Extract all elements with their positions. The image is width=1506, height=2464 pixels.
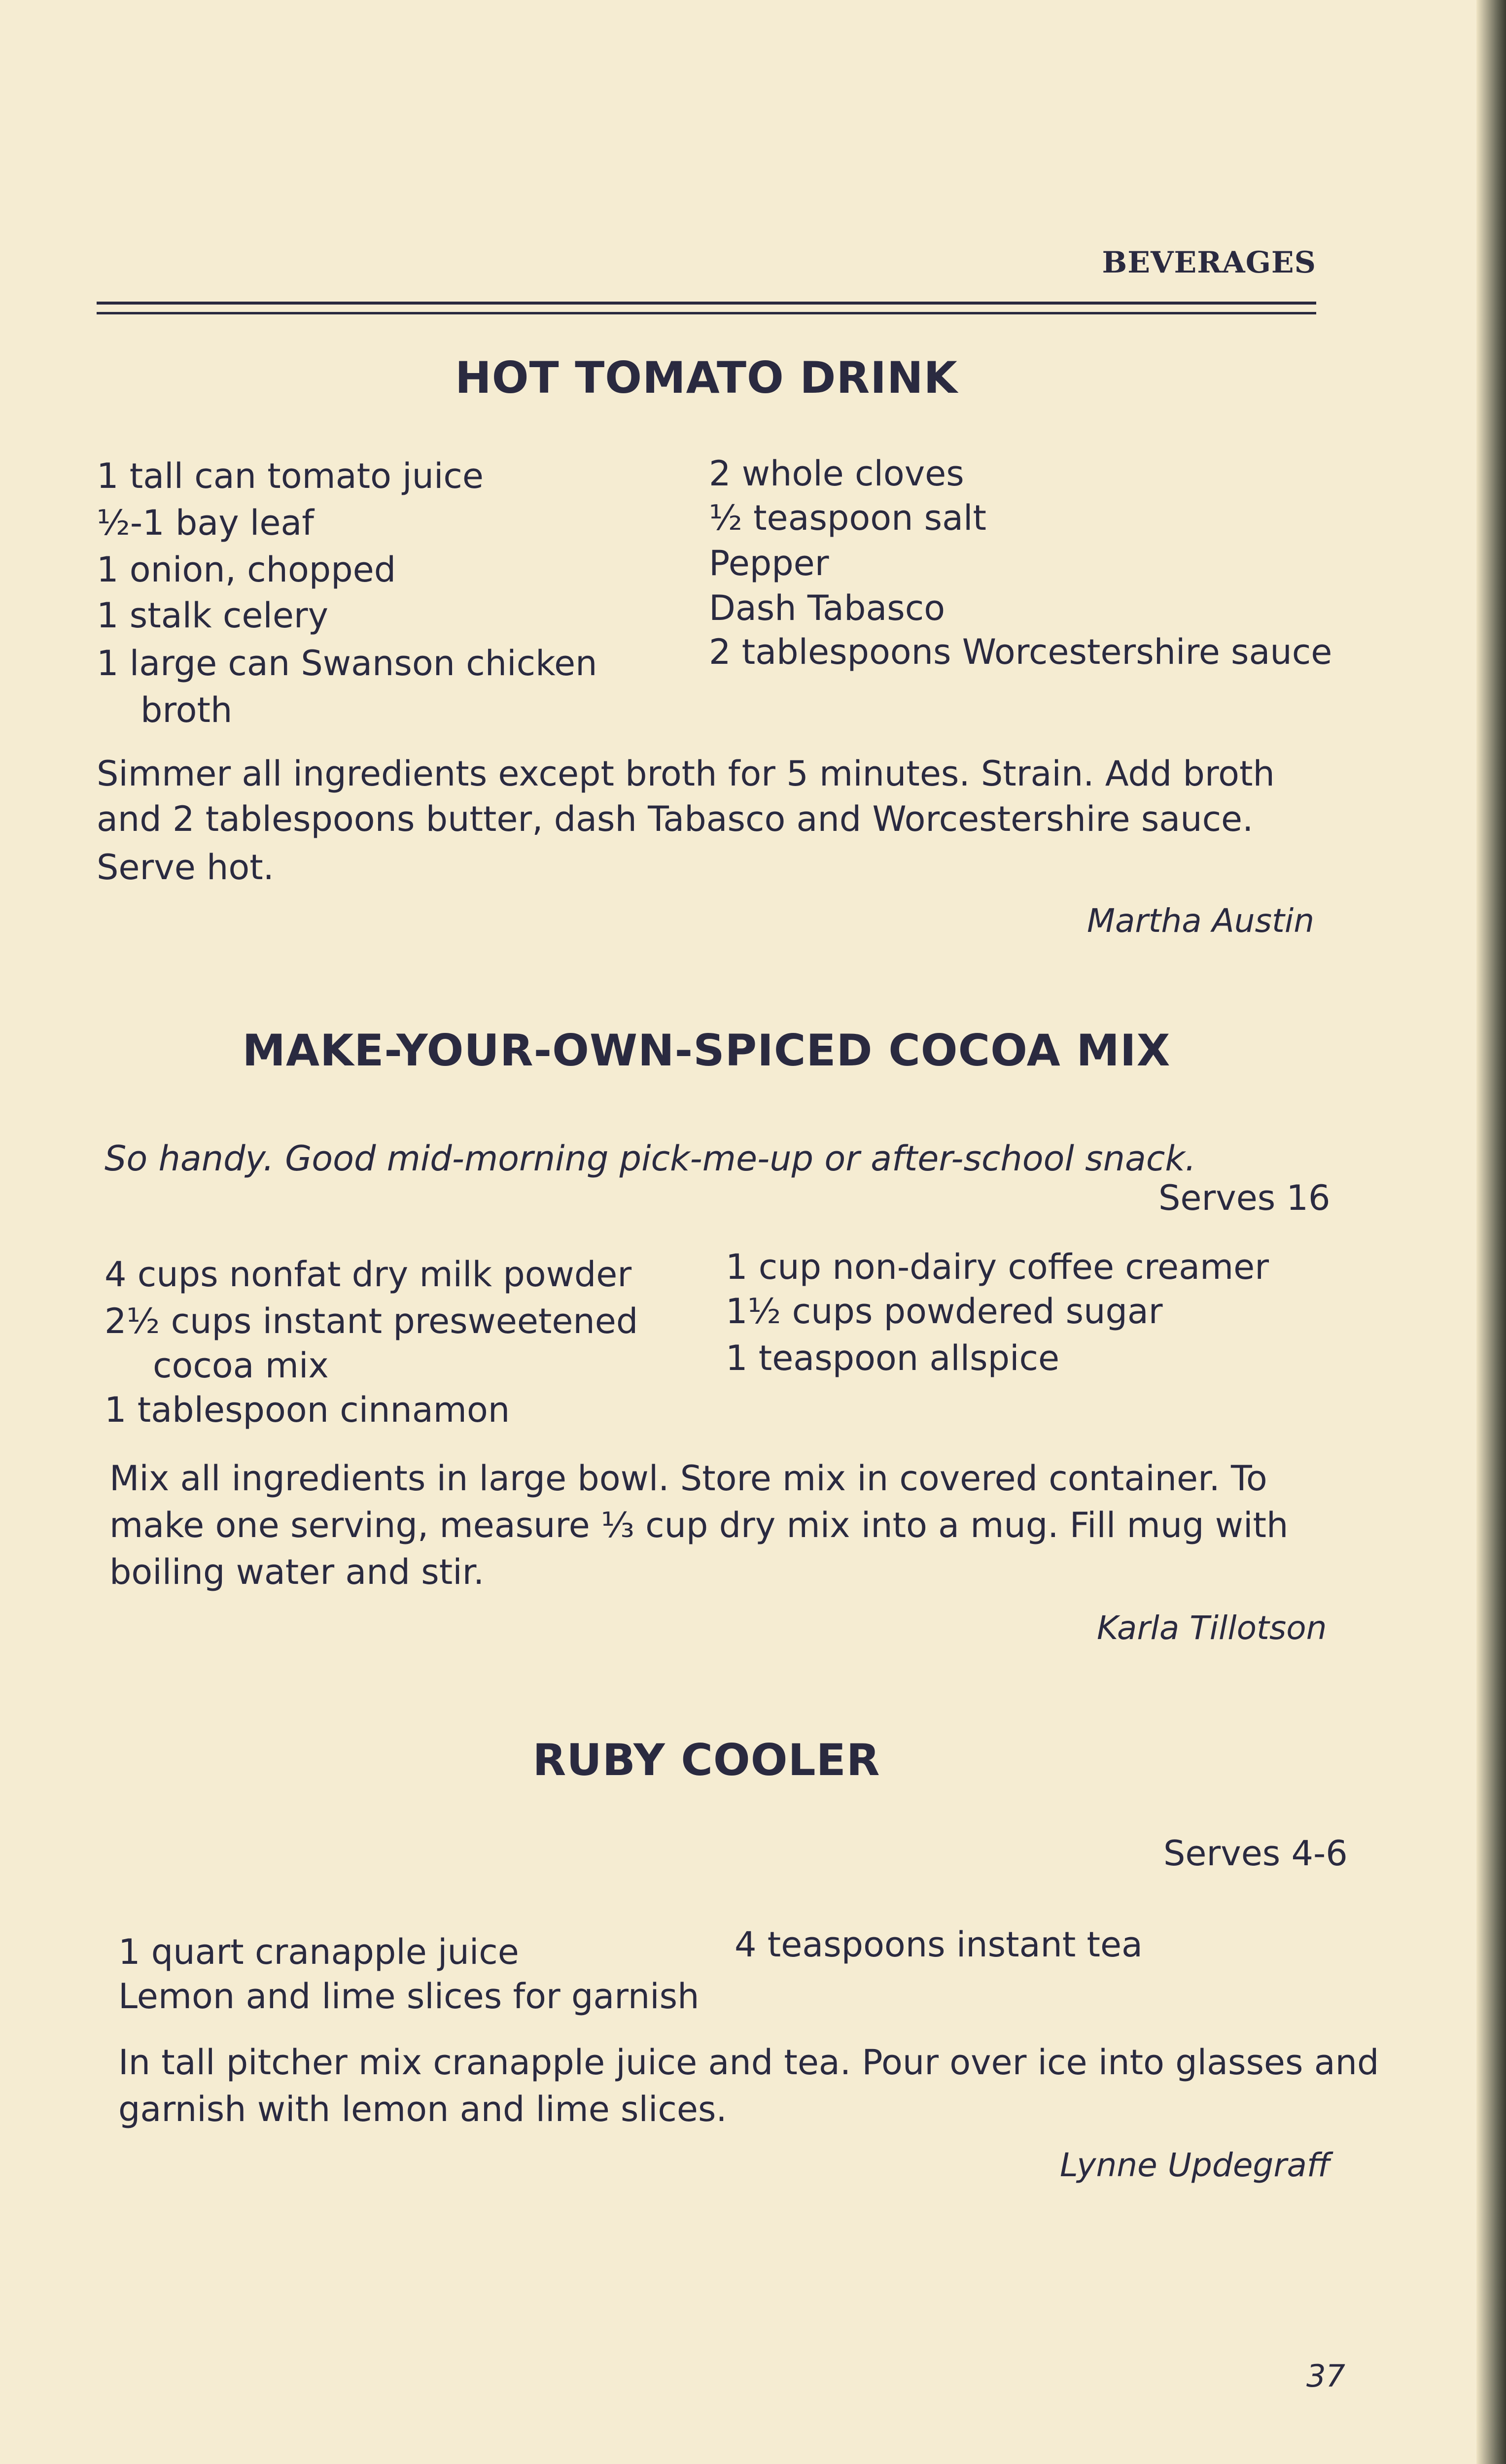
directions-line: make one serving, measure ⅓ cup dry mix into a mug. Fill mug with	[109, 1505, 1289, 1545]
ingredient: 2 whole cloves	[709, 453, 964, 494]
directions-line: Simmer all ingredients except broth for 5 minutes. Strain. Add broth	[97, 753, 1275, 794]
directions-line: In tall pitcher mix cranapple juice and tea. Pour over ice into glasses and	[118, 2042, 1379, 2083]
recipe-author: Lynne Updegraff	[1060, 2146, 1331, 2184]
serves-count: Serves 4-6	[1163, 1833, 1348, 1874]
recipe-author: Karla Tillotson	[1097, 1609, 1327, 1647]
ingredient: 1 tall can tomato juice	[97, 456, 484, 496]
ingredient: 1 cup non-dairy coffee creamer	[726, 1247, 1269, 1287]
recipe-title-ruby-cooler: RUBY COOLER	[532, 1735, 880, 1785]
recipe-title-spiced-cocoa-mix: MAKE-YOUR-OWN-SPICED COCOA MIX	[242, 1025, 1171, 1076]
directions-line: Serve hot.	[97, 847, 274, 888]
ingredient: Pepper	[709, 543, 829, 583]
ingredient: 1½ cups powdered sugar	[726, 1291, 1163, 1332]
header-rule-top	[97, 302, 1316, 305]
ingredient: 1 large can Swanson chicken	[97, 643, 597, 684]
recipe-title-hot-tomato-drink: HOT TOMATO DRINK	[455, 352, 958, 403]
ingredient: ½ teaspoon salt	[709, 498, 986, 538]
ingredient: 1 onion, chopped	[97, 549, 396, 590]
recipe-note: So handy. Good mid-morning pick-me-up or after-school snack.	[105, 1138, 1196, 1179]
ingredient: Dash Tabasco	[709, 588, 946, 628]
directions-line: and 2 tablespoons butter, dash Tabasco and Worcestershire sauce.	[97, 799, 1254, 839]
page-number: 37	[1306, 2358, 1345, 2394]
ingredient: ½-1 bay leaf	[97, 503, 314, 543]
ingredient: Lemon and lime slices for garnish	[118, 1976, 700, 2017]
serves-count: Serves 16	[1158, 1178, 1331, 1218]
ingredient: 1 teaspoon allspice	[726, 1338, 1060, 1378]
ingredient: 4 cups nonfat dry milk powder	[105, 1254, 632, 1295]
ingredient: 1 stalk celery	[97, 595, 329, 636]
ingredient: 2½ cups instant presweetened	[105, 1301, 638, 1341]
directions-line: boiling water and stir.	[109, 1552, 485, 1592]
recipe-author: Martha Austin	[1087, 902, 1315, 940]
section-header: BEVERAGES	[1102, 245, 1316, 280]
book-spine	[1476, 0, 1506, 2464]
ingredient: 1 quart cranapple juice	[118, 1932, 519, 1972]
ingredient: broth	[140, 690, 233, 730]
ingredient: 4 teaspoons instant tea	[735, 1924, 1143, 1965]
directions-line: Mix all ingredients in large bowl. Store mix in covered container. To	[109, 1458, 1267, 1499]
directions-line: garnish with lemon and lime slices.	[118, 2089, 727, 2129]
ingredient: 2 tablespoons Worcestershire sauce	[709, 632, 1332, 672]
ingredient: cocoa mix	[153, 1345, 329, 1386]
ingredient: 1 tablespoon cinnamon	[105, 1390, 510, 1430]
header-rule-bottom	[97, 312, 1316, 314]
